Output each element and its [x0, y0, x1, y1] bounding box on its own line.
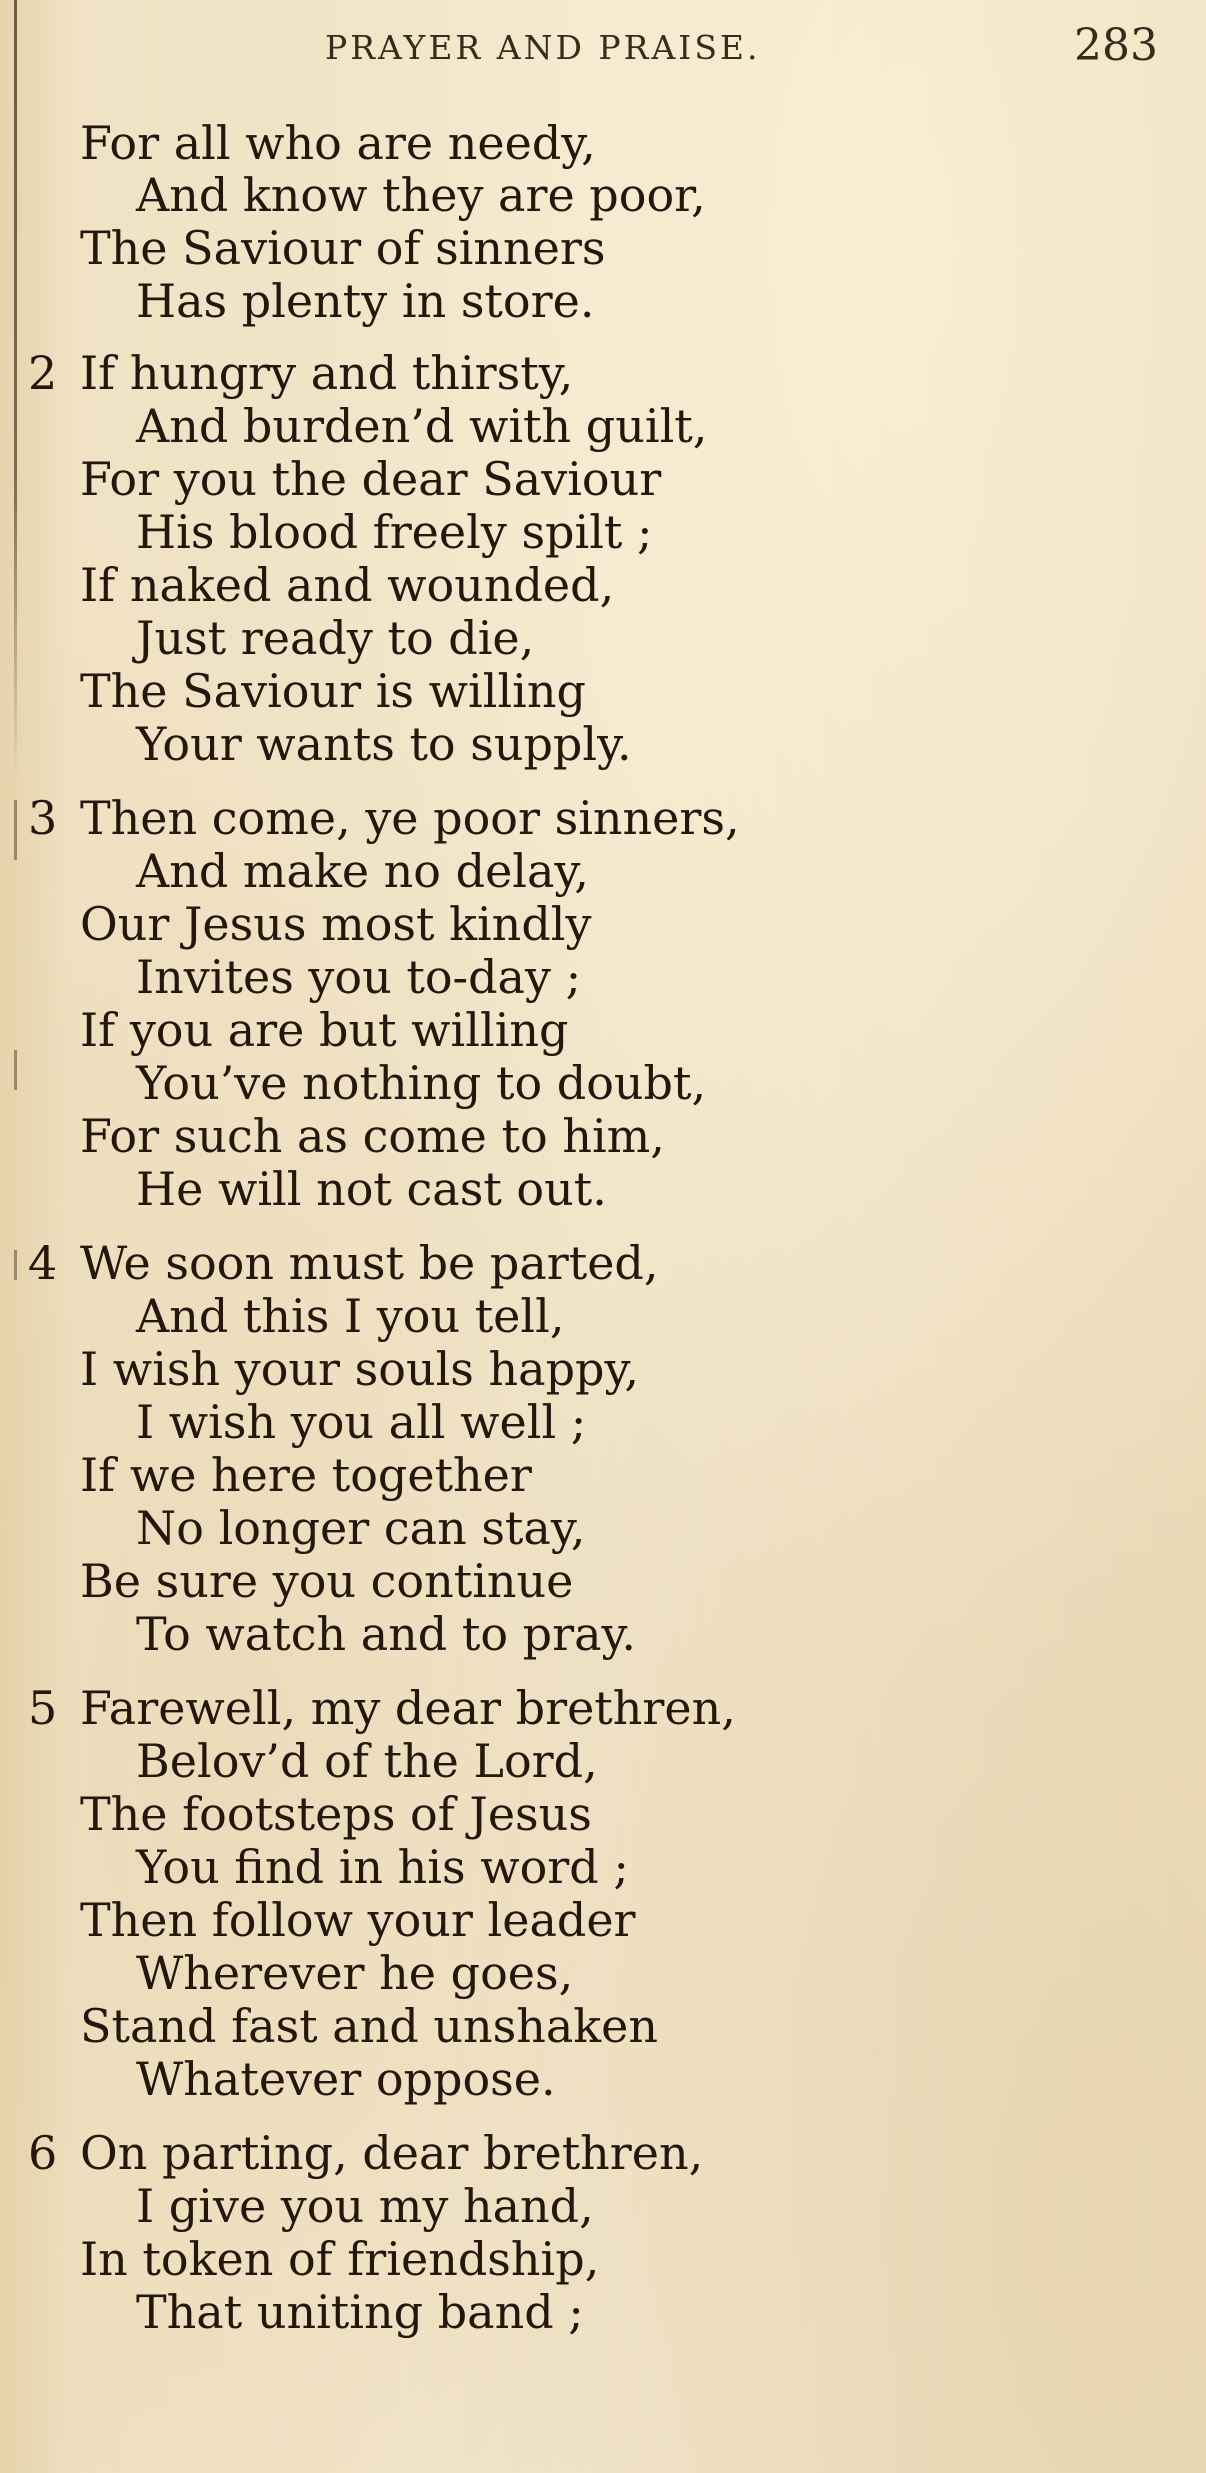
hymn-line: His blood freely spilt ; [136, 505, 653, 559]
hymn-line: If hungry and thirsty, [80, 346, 574, 400]
hymn-line: And this I you tell, [136, 1289, 565, 1343]
hymn-line: Belov’d of the Lord, [136, 1734, 598, 1788]
hymn-line: You’ve nothing to doubt, [136, 1056, 707, 1110]
hymn-line: And burden’d with guilt, [136, 399, 708, 453]
binding-mark [14, 1250, 17, 1280]
hymn-line: I wish you all well ; [136, 1395, 587, 1449]
hymn-line: Then come, ye poor sinners, [80, 791, 740, 845]
hymn-line: You find in his word ; [136, 1840, 629, 1894]
hymn-line: Be sure you continue [80, 1554, 574, 1608]
hymn-line: I wish your souls happy, [80, 1342, 639, 1396]
hymn-line: Your wants to supply. [136, 717, 632, 771]
verse-number: 2 [28, 346, 58, 400]
binding-mark [14, 800, 17, 860]
hymn-line: If you are but willing [80, 1003, 569, 1057]
hymn-line: The footsteps of Jesus [80, 1787, 592, 1841]
page-number: 283 [1074, 20, 1158, 71]
hymn-line: If naked and wounded, [80, 558, 615, 612]
hymn-line: Wherever he goes, [136, 1946, 574, 2000]
verse-number: 5 [28, 1681, 58, 1735]
hymn-line: And make no delay, [136, 844, 589, 898]
hymn-line: Has plenty in store. [136, 274, 595, 328]
hymn-line: To watch and to pray. [136, 1607, 637, 1661]
hymn-line: For such as come to him, [80, 1109, 665, 1163]
binding-edge [14, 0, 17, 780]
hymn-line: I give you my hand, [136, 2179, 594, 2233]
hymn-line: Stand fast and unshaken [80, 1999, 659, 2053]
hymn-line: In token of friendship, [80, 2232, 600, 2286]
binding-mark [14, 1050, 17, 1090]
hymn-line: On parting, dear brethren, [80, 2126, 704, 2180]
hymn-line: The Saviour of sinners [80, 221, 606, 275]
verse-number: 6 [28, 2126, 58, 2180]
running-title: PRAYER AND PRAISE. [325, 28, 761, 67]
hymn-line: Then follow your leader [80, 1893, 636, 1947]
hymn-line: The Saviour is willing [80, 664, 586, 718]
hymn-line: Whatever oppose. [136, 2052, 556, 2106]
verse-number: 4 [28, 1236, 58, 1290]
hymn-line: No longer can stay, [136, 1501, 586, 1555]
hymn-line: That uniting band ; [136, 2285, 584, 2339]
hymn-line: Our Jesus most kindly [80, 897, 592, 951]
hymn-line: Just ready to die, [136, 611, 535, 665]
verse-number: 3 [28, 791, 58, 845]
hymn-line: For you the dear Saviour [80, 452, 662, 506]
hymn-line: He will not cast out. [136, 1162, 607, 1216]
hymn-line: We soon must be parted, [80, 1236, 659, 1290]
hymn-line: If we here together [80, 1448, 532, 1502]
hymn-line: For all who are needy, [80, 116, 596, 170]
hymn-line: And know they are poor, [136, 168, 706, 222]
hymn-line: Farewell, my dear brethren, [80, 1681, 736, 1735]
hymn-line: Invites you to-day ; [136, 950, 582, 1004]
